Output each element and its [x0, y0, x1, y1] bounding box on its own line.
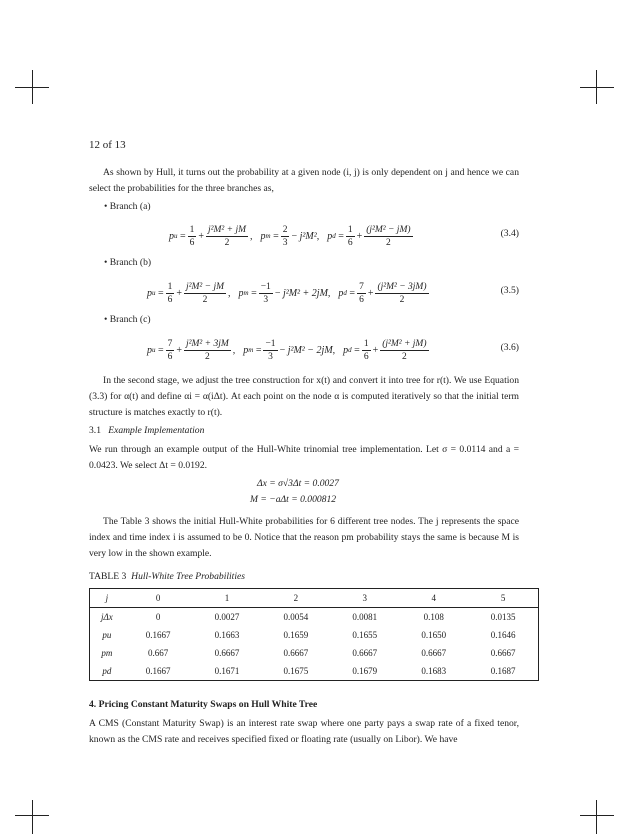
section-4-heading: 4. Pricing Constant Maturity Swaps on Hull White Tree — [89, 699, 318, 710]
table-header-row — [90, 589, 539, 608]
example-paragraph: We run through an example output of the Hull-White trinomial tree implementation. Let σ = 0.0114 and a = 0.0423. We select Δt = 0.0192. — [89, 444, 519, 471]
equation-3-6: p u = $\frac{7}{6}$ + $\frac{\text{j²M² + 3jM}}{2}$ , p m = $\frac{-1}{3}$ − j²M² − 2jM, p d = $\frac{1}{6}$ + $\frac{\text{(j²M² + jM)}}{2}$ (3.6) — [147, 338, 519, 362]
table-cell: 0.1659 — [283, 630, 309, 640]
table-cell: 0 — [155, 612, 161, 622]
table-cell: 0.1675 — [283, 666, 309, 676]
table-cell: 0.0135 — [490, 612, 516, 622]
crop-mark-top-right-h — [580, 87, 614, 88]
branch-a-label: • Branch (a) — [104, 201, 151, 212]
table-row — [90, 662, 539, 681]
table-cell: 0.0081 — [352, 612, 378, 622]
table-cell: 0.6667 — [421, 648, 447, 658]
probability-table — [89, 588, 539, 681]
equation-delta-x: Δx = σ√3Δt = 0.0027 — [257, 478, 339, 489]
table-cell: 0.1667 — [145, 630, 171, 640]
crop-mark-top-right-v — [596, 70, 597, 104]
table-cell: 0.667 — [148, 648, 169, 658]
second-stage-paragraph: In the second stage, we adjust the tree construction for x(t) and convert it into tree for r(t). We use Equation (3.3) for α(t) and define αi = α(iΔt). At each point on the node α is computed iteratively so that the initial term structure is matches exactly to r(t). — [89, 375, 519, 418]
table-cell: 0.1650 — [421, 630, 447, 640]
table-cell: 0.0027 — [214, 612, 240, 622]
branch-b-label: • Branch (b) — [104, 257, 152, 268]
table-cell: 0.6667 — [214, 648, 240, 658]
table-header-cell: 3 — [330, 589, 399, 608]
table-cell: 0.1655 — [352, 630, 378, 640]
equation-number: (3.5) — [500, 285, 519, 296]
equation-number: (3.6) — [500, 342, 519, 353]
cms-paragraph: A CMS (Constant Maturity Swap) is an interest rate swap where one party pays a swap rate of a fixed tenor, known as the CMS rate and receives specified fixed or floating rate (usually on Libor). We have — [89, 718, 519, 745]
table-header-cell: j — [90, 589, 124, 608]
table-cell: 0.1687 — [490, 666, 516, 676]
table-cell: 0.1646 — [490, 630, 516, 640]
equation-number: (3.4) — [500, 228, 519, 239]
table-caption: TABLE 3 Hull-White Tree Probabilities — [89, 571, 246, 582]
table-row — [90, 608, 539, 627]
table-header-cell: 2 — [261, 589, 330, 608]
table-cell: 0.6667 — [283, 648, 309, 658]
table-header-cell: 4 — [399, 589, 468, 608]
table-description-paragraph: The Table 3 shows the initial Hull-White probabilities for 6 different tree nodes. The j represents the space index and time index i is assumed to be 0. Notice that the reason pm probability stays the same is because M is very low in the shown example. — [89, 516, 519, 559]
table-cell: pu — [102, 630, 112, 640]
crop-mark-bottom-right-v — [596, 800, 597, 834]
crop-mark-bottom-left-v — [32, 800, 33, 834]
page-number: 12 of 13 — [89, 139, 126, 151]
table-cell: 0.1679 — [352, 666, 378, 676]
table-cell: 0.6667 — [490, 648, 516, 658]
crop-mark-top-left-v — [32, 70, 33, 104]
table-cell: 0.1667 — [145, 666, 171, 676]
table-header-cell: 1 — [193, 589, 262, 608]
table-cell: pd — [102, 666, 112, 676]
equation-3-4: p u = $\frac{1}{6}$ + $\frac{\text{j²M² + jM}}{2}$ , p m = $\frac{2}{3}$ − j²M², p d = $\frac{1}{6}$ + $\frac{\text{(j²M² − jM)}}{2}$ (3.4) — [169, 224, 519, 248]
table-cell: 0.1663 — [214, 630, 240, 640]
table-cell: pm — [101, 648, 113, 658]
crop-mark-bottom-right-h — [580, 815, 614, 816]
intro-paragraph: As shown by Hull, it turns out the probability at a given node (i, j) is only dependent on j and hence we can select the probabilities for the three branches as, — [89, 167, 519, 194]
table-cell: 0.1683 — [421, 666, 447, 676]
table-header-cell: 0 — [124, 589, 193, 608]
table-row — [90, 626, 539, 644]
table-cell: 0.6667 — [352, 648, 378, 658]
branch-c-label: • Branch (c) — [104, 314, 151, 325]
table-header-cell: 5 — [468, 589, 538, 608]
table-cell: 0.1671 — [214, 666, 240, 676]
table-cell: 0.108 — [423, 612, 444, 622]
table-cell: jΔx — [100, 612, 113, 622]
equation-3-5: p u = $\frac{1}{6}$ + $\frac{\text{j²M² − jM}}{2}$ , p m = $\frac{-1}{3}$ − j²M² + 2jM, p d = $\frac{7}{6}$ + $\frac{\text{(j²M² − 3jM)}}{2}$ (3.5) — [147, 281, 519, 305]
table-cell: 0.0054 — [283, 612, 309, 622]
table-row — [90, 644, 539, 662]
equation-m: M = −aΔt = 0.000812 — [250, 494, 337, 505]
section-3-1-heading: 3.1 Example Implementation — [89, 425, 205, 436]
